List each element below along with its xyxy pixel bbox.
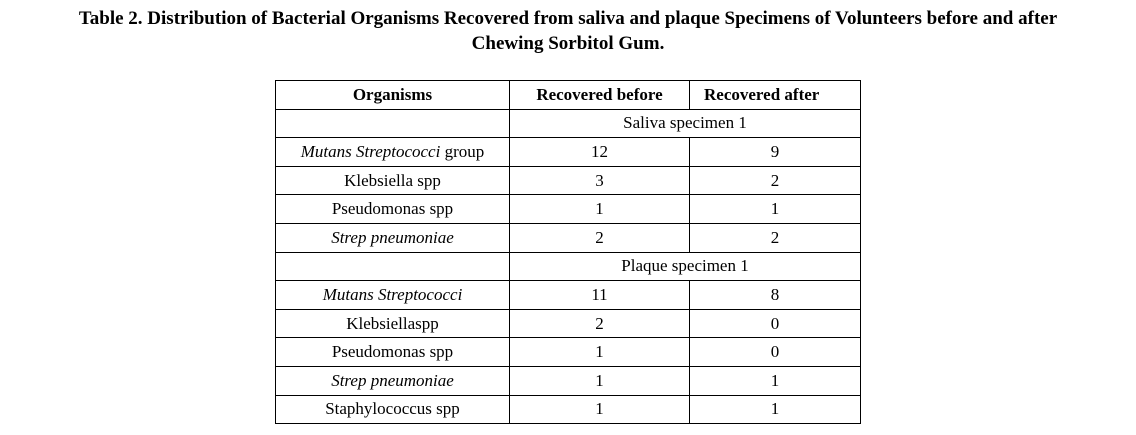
before-count-cell: 3 xyxy=(510,166,690,195)
header-row xyxy=(276,81,861,110)
before-count-cell: 2 xyxy=(510,223,690,252)
header-recovered-after: Recovered after xyxy=(690,81,861,110)
caption-line-2: Chewing Sorbitol Gum. xyxy=(471,33,665,54)
section-spacer-cell xyxy=(276,252,510,281)
before-count-cell: 11 xyxy=(510,281,690,310)
table-row xyxy=(276,338,861,367)
section-row-saliva xyxy=(276,109,861,138)
table-row xyxy=(276,195,861,224)
caption-line-1: Table 2. Distribution of Bacterial Organisms Recovered from saliva and plaque Specimens of Volunteers before and after xyxy=(78,8,1058,29)
before-count-cell: 1 xyxy=(510,338,690,367)
section-spacer-cell xyxy=(276,109,510,138)
after-count-cell: 1 xyxy=(690,195,861,224)
after-count-cell: 1 xyxy=(690,395,861,424)
organism-cell: Strep pneumoniae xyxy=(276,223,510,252)
table-row xyxy=(276,223,861,252)
before-count-cell: 1 xyxy=(510,395,690,424)
table-row xyxy=(276,366,861,395)
header-recovered-before: Recovered before xyxy=(510,81,690,110)
after-count-cell: 8 xyxy=(690,281,861,310)
after-count-cell: 9 xyxy=(690,138,861,167)
table-caption xyxy=(0,6,1136,56)
table-row xyxy=(276,281,861,310)
organism-name-italic: Mutans Streptococci xyxy=(300,141,441,161)
before-count-cell: 1 xyxy=(510,366,690,395)
organism-cell: Strep pneumoniae xyxy=(276,366,510,395)
after-count-cell: 1 xyxy=(690,366,861,395)
before-count-cell: 12 xyxy=(510,138,690,167)
table-row xyxy=(276,138,861,167)
organism-cell: Pseudomonas spp xyxy=(276,338,510,367)
after-count-cell: 0 xyxy=(690,309,861,338)
organism-cell xyxy=(276,138,510,167)
organism-cell: Klebsiellaspp xyxy=(276,309,510,338)
after-count-cell: 2 xyxy=(690,166,861,195)
section-row-plaque xyxy=(276,252,861,281)
header-organisms: Organisms xyxy=(276,81,510,110)
before-count-cell: 1 xyxy=(510,195,690,224)
table-row xyxy=(276,166,861,195)
organism-cell: Pseudomonas spp xyxy=(276,195,510,224)
organism-name-suffix: group xyxy=(440,141,485,161)
organism-cell: Klebsiella spp xyxy=(276,166,510,195)
after-count-cell: 2 xyxy=(690,223,861,252)
table-row xyxy=(276,309,861,338)
section-label-plaque: Plaque specimen 1 xyxy=(510,252,861,281)
table-row xyxy=(276,395,861,424)
bacteria-distribution-table xyxy=(275,80,861,424)
section-label-saliva: Saliva specimen 1 xyxy=(510,109,861,138)
organism-cell: Staphylococcus spp xyxy=(276,395,510,424)
after-count-cell: 0 xyxy=(690,338,861,367)
organism-cell: Mutans Streptococci xyxy=(276,281,510,310)
before-count-cell: 2 xyxy=(510,309,690,338)
